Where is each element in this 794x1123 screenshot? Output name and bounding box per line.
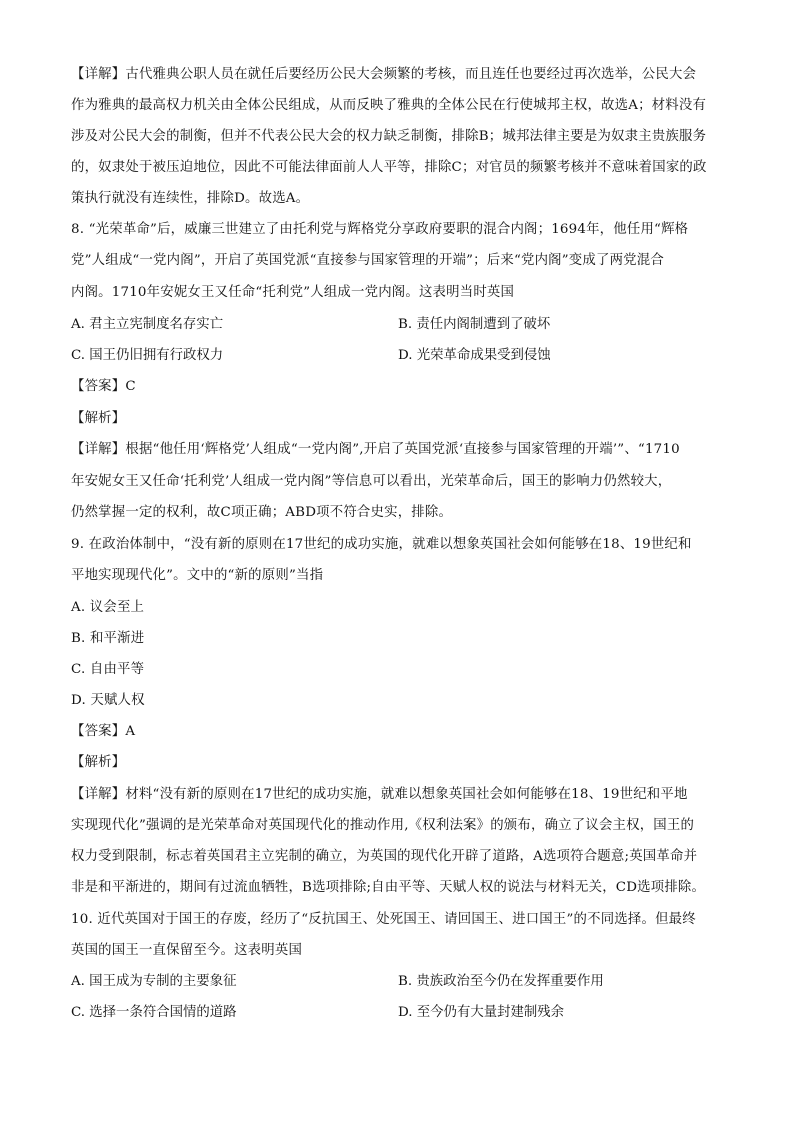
question-9-stem: 平地实现现代化”。文中的“新的原则”当指 [71,568,324,583]
detail-text-line: 实现现代化”强调的是光荣革命对英国现代化的推动作用,《权利法案》的颁布，确立了议会主权，国王的 [71,818,695,833]
detail-text-line: 仍然掌握一定的权利，故C项正确；ABD项不符合史实，排除。 [71,505,453,520]
detail-text-line: 年安妮女王又任命‘托利党’人组成一党内阁”等信息可以看出，光荣革命后，国王的影响力仍然较大， [71,474,672,489]
detail-text-line: 作为雅典的最高权力机关由全体公民组成，从而反映了雅典的全体公民在行使城邦主权，故选A；材料没有 [71,98,707,113]
option-b: B. 责任内阁制遭到了破坏 [398,317,551,332]
question-10-stem: 10. 近代英国对于国王的存废，经历了“反抗国王、处死国王、请回国王、进口国王”的不同选择。但最终 [71,912,696,927]
question-9-stem: 9. 在政治体制中，“没有新的原则在17世纪的成功实施，就难以想象英国社会如何能够在18、19世纪和 [71,537,692,552]
detail-text-line: 【详解】古代雅典公职人员在就任后要经历公民大会频繁的考核，而且连任也要经过再次选举，公民大会 [71,67,697,82]
answer-label: 【答案】A [71,724,136,739]
answer-label: 【答案】C [71,379,136,394]
question-10-stem: 英国的国王一直保留至今。这表明英国 [71,943,303,958]
analysis-label: 【解析】 [71,411,126,426]
detail-text-line: 策执行就没有连续性，排除D。故选A。 [71,191,310,206]
question-8-stem: 8. “光荣革命”后，威廉三世建立了由托利党与辉格党分享政府要职的混合内阁；1694年，他任用“辉格 [71,222,689,237]
option-d: D. 光荣革命成果受到侵蚀 [398,348,551,363]
detail-text-line: 的，奴隶处于被压迫地位，因此不可能法律面前人人平等，排除C；对官员的频繁考核并不意味着国家的政 [71,160,707,175]
detail-text-line: 【详解】材料“没有新的原则在17世纪的成功实施，就难以想象英国社会如何能够在18、19世纪和平地 [71,787,688,802]
question-8-stem: 党”人组成“一党内阁”，开启了英国党派“直接参与国家管理的开端”；后来“党内阁”变成了两党混合 [71,253,664,268]
detail-text-line: 涉及对公民大会的制衡，但并不代表公民大会的权力缺乏制衡，排除B；城邦法律主要是为奴隶主贵族服务 [71,129,707,144]
detail-text-line: 非是和平渐进的，期间有过流血牺牲，B选项排除;自由平等、天赋人权的说法与材料无关，CD选项排除。 [71,880,706,895]
option-c: C. 自由平等 [71,662,145,677]
option-a: A. 国王成为专制的主要象征 [71,974,237,989]
analysis-label: 【解析】 [71,755,126,770]
option-d: D. 至今仍有大量封建制残余 [398,1005,565,1020]
detail-text-line: 权力受到限制，标志着英国君主立宪制的确立，为英国的现代化开辟了道路，A选项符合题意;英国革命并 [71,849,698,864]
option-d: D. 天赋人权 [71,693,145,708]
option-b: B. 和平渐进 [71,631,145,646]
detail-text-line: 【详解】根据“他任用‘辉格党’人组成“一党内阁”,开启了英国党派‘直接参与国家管理的开端’”、“1710 [71,442,680,457]
option-a: A. 君主立宪制度名存实亡 [71,317,224,332]
option-c: C. 国王仍旧拥有行政权力 [71,348,224,363]
question-8-stem: 内阁。1710年安妮女王又任命“托利党”人组成一党内阁。这表明当时英国 [71,285,515,300]
option-c: C. 选择一条符合国情的道路 [71,1005,237,1020]
option-b: B. 贵族政治至今仍在发挥重要作用 [398,974,604,989]
option-a: A. 议会至上 [71,600,145,615]
